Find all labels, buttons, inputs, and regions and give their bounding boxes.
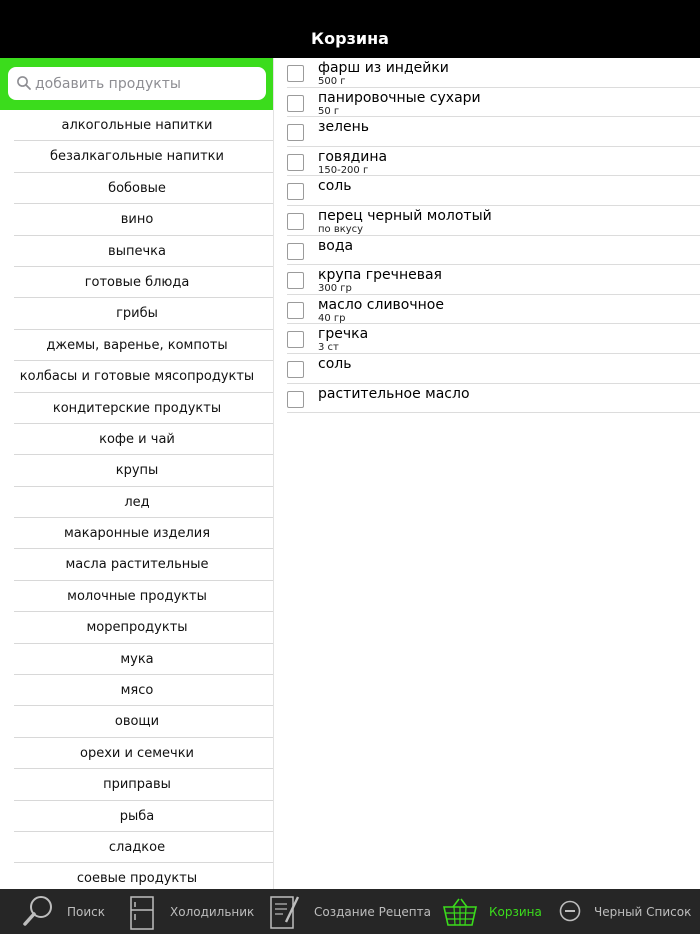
tab-label: Создание Рецепта xyxy=(314,905,431,919)
product-row[interactable] xyxy=(275,117,700,147)
magnifier-icon xyxy=(22,894,56,928)
product-name: крупа гречневая xyxy=(318,267,442,284)
product-checkbox[interactable] xyxy=(287,331,304,348)
page-title: Корзина xyxy=(311,29,389,48)
basket-list xyxy=(275,58,700,889)
product-checkbox[interactable] xyxy=(287,272,304,289)
product-name: растительное масло xyxy=(318,385,470,402)
tab-label: Холодильник xyxy=(170,905,255,919)
product-name: вода xyxy=(318,237,354,254)
product-quantity: 50 г xyxy=(318,105,340,117)
product-checkbox[interactable] xyxy=(287,213,304,230)
category-item[interactable]: джемы, варенье, компоты xyxy=(0,330,274,361)
product-quantity: по вкусу xyxy=(318,223,364,235)
category-item[interactable]: рыба xyxy=(0,801,274,832)
product-row[interactable] xyxy=(275,176,700,206)
category-item[interactable]: колбасы и готовые мясопродукты xyxy=(0,361,274,392)
category-item[interactable]: сладкое xyxy=(0,832,274,863)
product-quantity: 40 гр xyxy=(318,312,346,324)
product-name: перец черный молотый xyxy=(318,207,492,224)
category-item[interactable]: готовые блюда xyxy=(0,267,274,298)
product-row[interactable] xyxy=(275,88,700,118)
product-name: масло сливочное xyxy=(318,296,444,313)
product-name: говядина xyxy=(318,148,388,165)
category-item[interactable]: безалкагольные напитки xyxy=(0,141,274,172)
recipe-note-icon xyxy=(269,894,301,930)
search-icon xyxy=(16,75,32,91)
category-item[interactable]: алкогольные напитки xyxy=(0,110,274,141)
product-checkbox[interactable] xyxy=(287,243,304,260)
tab-fridge[interactable] xyxy=(120,889,255,934)
tab-bar xyxy=(0,889,700,934)
product-name: соль xyxy=(318,355,352,372)
category-item[interactable]: морепродукты xyxy=(0,612,274,643)
category-panel xyxy=(0,58,274,889)
product-checkbox[interactable] xyxy=(287,124,304,141)
tab-basket[interactable] xyxy=(435,889,555,934)
category-item[interactable]: масла растительные xyxy=(0,549,274,580)
product-quantity: 3 ст xyxy=(318,342,339,354)
tab-label: Корзина xyxy=(489,905,542,919)
category-item[interactable]: молочные продукты xyxy=(0,581,274,612)
product-row[interactable] xyxy=(275,147,700,177)
search-bar xyxy=(0,58,274,110)
product-checkbox[interactable] xyxy=(287,391,304,408)
product-name: фарш из индейки xyxy=(318,60,449,76)
category-list xyxy=(0,110,274,889)
product-row[interactable] xyxy=(275,206,700,236)
tab-search[interactable] xyxy=(0,889,120,934)
product-checkbox[interactable] xyxy=(287,183,304,200)
tab-create-recipe[interactable] xyxy=(255,889,435,934)
tab-blacklist[interactable] xyxy=(555,889,700,934)
search-placeholder: добавить продукты xyxy=(35,76,181,92)
product-row[interactable] xyxy=(275,354,700,384)
product-name: гречка xyxy=(318,326,369,343)
product-name: панировочные сухари xyxy=(318,89,481,106)
category-item[interactable]: макаронные изделия xyxy=(0,518,274,549)
product-row[interactable] xyxy=(275,265,700,295)
category-item[interactable]: крупы xyxy=(0,455,274,486)
product-row[interactable] xyxy=(275,384,700,414)
category-item[interactable]: грибы xyxy=(0,298,274,329)
fridge-icon xyxy=(130,896,154,930)
category-item[interactable]: мясо xyxy=(0,675,274,706)
product-checkbox[interactable] xyxy=(287,302,304,319)
navigation-bar xyxy=(0,0,700,58)
product-name: зелень xyxy=(318,119,370,136)
product-row[interactable] xyxy=(275,295,700,325)
category-item[interactable]: овощи xyxy=(0,706,274,737)
product-row[interactable] xyxy=(275,58,700,88)
product-quantity: 300 гр xyxy=(318,283,352,295)
product-quantity: 150-200 г xyxy=(318,164,369,176)
tab-label: Поиск xyxy=(67,905,106,919)
category-item[interactable]: мука xyxy=(0,644,274,675)
category-item[interactable]: выпечка xyxy=(0,236,274,267)
category-item[interactable]: лед xyxy=(0,487,274,518)
product-checkbox[interactable] xyxy=(287,361,304,378)
product-name: соль xyxy=(318,178,352,195)
product-checkbox[interactable] xyxy=(287,154,304,171)
category-item[interactable]: орехи и семечки xyxy=(0,738,274,769)
tab-label: Черный Список xyxy=(594,905,692,919)
category-item[interactable]: приправы xyxy=(0,769,274,800)
product-checkbox[interactable] xyxy=(287,95,304,112)
category-item[interactable]: бобовые xyxy=(0,173,274,204)
product-row[interactable] xyxy=(275,324,700,354)
basket-icon xyxy=(442,897,478,927)
minus-circle-icon xyxy=(559,900,581,922)
category-item[interactable]: кондитерские продукты xyxy=(0,393,274,424)
product-checkbox[interactable] xyxy=(287,65,304,82)
product-row[interactable] xyxy=(275,236,700,266)
category-item[interactable]: кофе и чай xyxy=(0,424,274,455)
category-item[interactable]: соевые продукты xyxy=(0,863,274,889)
search-input[interactable] xyxy=(8,67,266,100)
product-quantity: 500 г xyxy=(318,76,346,87)
category-item[interactable]: вино xyxy=(0,204,274,235)
